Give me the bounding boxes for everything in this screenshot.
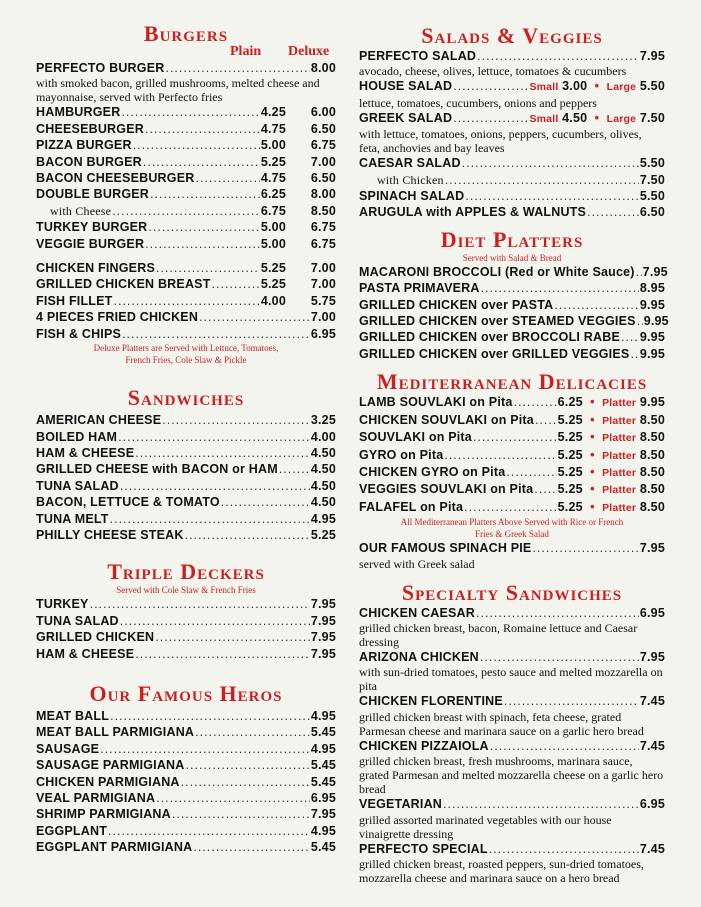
- menu-item: CHICKEN FLORENTINE ..... 7.45: [359, 693, 665, 709]
- menu-item: TUNA SALAD ..... 7.95: [36, 613, 336, 629]
- deluxe-column-label: Deluxe: [288, 44, 330, 59]
- menu-item: BACON CHEESEBURGER ..... 4.75 6.50: [36, 170, 336, 186]
- menu-item: FALAFEL on Pita ..... 5.25 • Platter 8.50: [359, 499, 665, 516]
- menu-item: CHEESEBURGER ..... 4.75 6.50: [36, 121, 336, 137]
- menu-item: GRILLED CHICKEN BREAST ..... 5.25 7.00: [36, 276, 336, 292]
- menu-item: MEAT BALL ..... 4.95: [36, 708, 336, 724]
- menu-item: PASTA PRIMAVERA ..... 8.95: [359, 280, 665, 296]
- menu-item: HAMBURGER ..... 4.25 6.00: [36, 104, 336, 120]
- sandwich-list: [36, 412, 336, 543]
- menu-item: SAUSAGE ..... 4.95: [36, 741, 336, 757]
- menu-item: CHICKEN CAESAR ..... 6.95: [359, 605, 665, 621]
- menu-item: GRILLED CHICKEN over PASTA ..... 9.95: [359, 297, 665, 313]
- menu-item: PIZZA BURGER ..... 5.00 6.75: [36, 137, 336, 153]
- item-description: avocado, cheese, olives, lettuce, tomatoes & cucumbers: [359, 64, 627, 79]
- menu-item: FISH & CHIPS ..... 6.95: [36, 326, 336, 342]
- salads-section: [359, 0, 665, 221]
- menu-item: OUR FAMOUS SPINACH PIE ..... 7.95: [359, 540, 665, 556]
- diet-note: Served with Salad & Bread: [462, 252, 562, 263]
- triple-deckers-note: Served with Cole Slaw & French Fries: [116, 585, 256, 596]
- item-description: with smoked bacon, grilled mushrooms, melted cheese and mayonnaise, served with Perfecto fries: [36, 76, 320, 105]
- menu-item: AMERICAN CHEESE ..... 3.25: [36, 412, 336, 428]
- menu-item: CHICKEN FINGERS ..... 5.25 7.00: [36, 260, 336, 276]
- item-description: lettuce, tomatoes, cucumbers, onions and peppers: [359, 95, 597, 110]
- menu-item: GRILLED CHEESE with BACON or HAM ..... 4.50: [36, 461, 336, 477]
- menu-item: VEGGIES SOUVLAKI on Pita ..... 5.25 • Platter 8.50: [359, 481, 665, 498]
- menu-item: PHILLY CHEESE STEAK ..... 5.25: [36, 527, 336, 543]
- mediterranean-note: All Mediterranean Platters Above Served with Rice or French Fries & Greek Salad: [400, 517, 624, 540]
- triple-deckers-section: [36, 560, 336, 662]
- specialty-section: [359, 581, 665, 885]
- menu-item: CHICKEN SOUVLAKI on Pita ..... 5.25 • Platter 8.50: [359, 412, 665, 429]
- menu-item: VEAL PARMIGIANA ..... 6.95: [36, 790, 336, 806]
- menu-item: ARIZONA CHICKEN ..... 7.95: [359, 649, 665, 665]
- menu-item: PERFECTO SALAD ..... 7.95: [359, 48, 665, 64]
- menu-item: PERFECTO SPECIAL ..... 7.45: [359, 841, 665, 857]
- specialty-list: [359, 605, 665, 885]
- plain-column-label: Plain: [230, 44, 262, 59]
- menu-item: EGGPLANT ..... 4.95: [36, 823, 336, 839]
- menu-item: GRILLED CHICKEN ..... 7.95: [36, 629, 336, 645]
- heros-heading: Our Famous Heros: [89, 680, 283, 706]
- triple-list: [36, 596, 336, 662]
- item-description: grilled assorted marinated vegetables with our house vinaigrette dressing: [359, 812, 612, 841]
- menu-item: MEAT BALL PARMIGIANA ..... 5.45: [36, 724, 336, 740]
- mediterranean-heading: Mediterranean Delicacies: [376, 369, 648, 395]
- diet-list: [359, 264, 669, 362]
- item-description: grilled chicken breast, roasted peppers, sun-dried tomatoes, mozzarella cheese and marinara sauce on a hero bread: [359, 856, 644, 885]
- menu-item: PERFECTO BURGER ..... 8.00: [36, 60, 336, 76]
- burger-list: [36, 104, 336, 252]
- menu-item: GRILLED CHICKEN over STEAMED VEGGIES ..... 9.95: [359, 313, 665, 329]
- menu-item: 4 PIECES FRIED CHICKEN ..... 7.00: [36, 309, 336, 325]
- right-column: [359, 0, 669, 885]
- menu-item: HAM & CHEESE ..... 4.50: [36, 445, 336, 461]
- menu-item: DOUBLE BURGER ..... 6.25 8.00: [36, 186, 336, 202]
- menu-item: SAUSAGE PARMIGIANA ..... 5.45: [36, 757, 336, 773]
- triple-deckers-heading: Triple Deckers: [107, 559, 265, 585]
- burgers-section: [36, 0, 336, 366]
- menu-item: FISH FILLET ..... 4.00 5.75: [36, 293, 336, 309]
- mediterranean-section: [359, 370, 665, 570]
- menu-item: with Chicken ..... 7.50: [359, 172, 665, 188]
- specialty-heading: Specialty Sandwiches: [401, 579, 623, 605]
- item-description: with sun-dried tomatoes, pesto sauce and melted mozzarella on pita: [359, 665, 663, 694]
- menu-item: TURKEY ..... 7.95: [36, 596, 336, 612]
- menu-item: MACARONI BROCCOLI (Red or White Sauce) ..... 7.95: [359, 264, 665, 280]
- item-description: grilled chicken breast with spinach, feta cheese, grated Parmesan cheese and marinara sauce on a garlic hero bread: [359, 709, 644, 738]
- burger-list-chicken: [36, 260, 336, 309]
- menu-item: SPINACH SALAD ..... 5.50: [359, 188, 665, 204]
- menu-item: CHICKEN PARMIGIANA ..... 5.45: [36, 774, 336, 790]
- menu-item: TURKEY BURGER ..... 5.00 6.75: [36, 219, 336, 235]
- diet-section: [359, 226, 669, 362]
- salads-heading: Salads & Veggies: [421, 23, 603, 48]
- menu-item: GRILLED CHICKEN over GRILLED VEGGIES ..... 9.95: [359, 346, 665, 362]
- menu-item: EGGPLANT PARMIGIANA ..... 5.45: [36, 839, 336, 855]
- burgers-note: Deluxe Platters are Served with Lettuce, Tomatoes, French Fries, Cole Slaw & Pickle: [93, 343, 279, 366]
- menu-item: HOUSE SALAD ..... Small 3.00 • Large 5.50: [359, 78, 665, 95]
- menu-item: CHICKEN PIZZAIOLA ..... 7.45: [359, 738, 665, 754]
- menu-item: HAM & CHEESE ..... 7.95: [36, 646, 336, 662]
- menu-item: CAESAR SALAD ..... 5.50: [359, 155, 665, 171]
- menu-item: LAMB SOUVLAKI on Pita ..... 6.25 • Platter 9.95: [359, 394, 665, 411]
- left-column: [36, 0, 336, 856]
- hero-list: [36, 708, 336, 856]
- item-description: grilled chicken breast, fresh mushrooms, marinara sauce, grated Parmesan and melted mozzarella cheese on a garlic hero bread: [359, 754, 664, 797]
- menu-item: BACON, LETTUCE & TOMATO ..... 4.50: [36, 494, 336, 510]
- menu-item: VEGETARIAN ..... 6.95: [359, 796, 665, 812]
- menu-item: SOUVLAKI on Pita ..... 5.25 • Platter 8.50: [359, 429, 665, 446]
- sandwiches-heading: Sandwiches: [127, 385, 245, 411]
- menu-item: with Cheese ..... 6.75 8.50: [36, 203, 336, 219]
- sandwiches-section: [36, 386, 336, 543]
- menu-item: TUNA SALAD ..... 4.50: [36, 478, 336, 494]
- menu-item: ARUGULA with APPLES & WALNUTS ..... 6.50: [359, 204, 665, 220]
- menu-item: BOILED HAM ..... 4.00: [36, 429, 336, 445]
- item-description: grilled chicken breast, bacon, Romaine lettuce and Caesar dressing: [359, 620, 638, 649]
- menu-item: BACON BURGER ..... 5.25 7.00: [36, 154, 336, 170]
- diet-heading: Diet Platters: [440, 226, 584, 252]
- menu-item: TUNA MELT ..... 4.95: [36, 511, 336, 527]
- heros-section: [36, 682, 336, 856]
- menu-item: GYRO on Pita ..... 5.25 • Platter 8.50: [359, 447, 665, 464]
- item-description: with lettuce, tomatoes, onions, peppers, cucumbers, olives, feta, anchovies and bay leaves: [359, 127, 642, 156]
- menu-item: SHRIMP PARMIGIANA ..... 7.95: [36, 806, 336, 822]
- item-description: served with Greek salad: [359, 556, 475, 571]
- menu-item: GREEK SALAD ..... Small 4.50 • Large 7.50: [359, 110, 665, 127]
- menu-item: CHICKEN GYRO on Pita ..... 5.25 • Platter 8.50: [359, 464, 665, 481]
- menu-item: GRILLED CHICKEN over BROCCOLI RABE ..... 9.95: [359, 329, 665, 345]
- menu-item: VEGGIE BURGER ..... 5.00 6.75: [36, 236, 336, 252]
- burgers-heading: Burgers: [143, 21, 229, 46]
- med-list: [359, 394, 665, 516]
